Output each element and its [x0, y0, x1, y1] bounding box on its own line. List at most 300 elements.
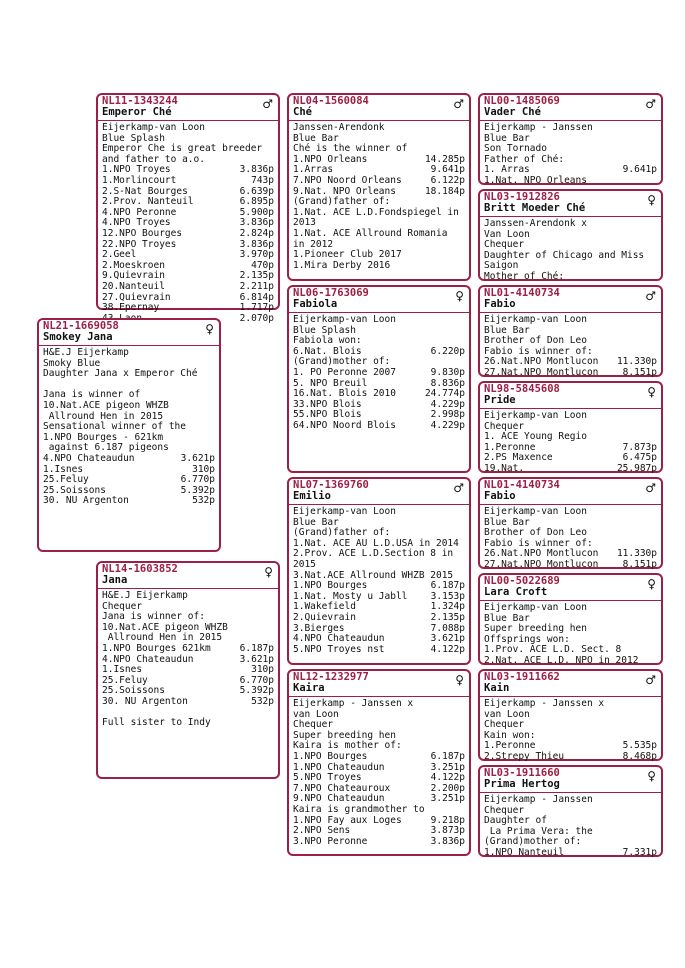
female-symbol-icon: ♀ — [264, 565, 273, 579]
result-race: 5.NPO Troyes nst — [293, 643, 385, 655]
result-race: 1. Arras — [484, 164, 530, 176]
pedigree-card — [478, 93, 663, 185]
result-line — [102, 229, 274, 240]
result-pigeons: 7.873p — [622, 441, 657, 453]
result-race: 20.Nanteuil — [102, 280, 165, 292]
result-pigeons: 532p — [192, 495, 215, 507]
result-pigeons: 8.468p — [622, 750, 657, 762]
result-race: 27.Nat.NPO Montlucon — [484, 558, 599, 570]
result-pigeons: 2.070p — [239, 312, 274, 324]
result-race: 2.S-Nat Bourges — [102, 185, 188, 197]
result-pigeons: 6.187p — [239, 642, 274, 654]
ring-number: NL12-1232977 — [293, 671, 369, 683]
male-symbol-icon: ♂ — [262, 97, 273, 111]
result-line — [293, 645, 465, 656]
male-symbol-icon: ♂ — [645, 97, 656, 111]
result-pigeons: 2.998p — [430, 409, 465, 421]
result-race: 26.Nat.NPO Montlucon — [484, 356, 599, 368]
detail-line: Janssen-Arendonk — [293, 122, 385, 133]
card-details — [289, 121, 469, 273]
pigeon-name: Prima Hertog — [484, 778, 560, 790]
card-header — [98, 563, 278, 589]
pigeon-name: Vader Ché — [484, 106, 541, 118]
ring-number: NL03-1911660 — [484, 767, 560, 779]
result-pigeons: 6.895p — [239, 196, 274, 208]
result-pigeons: 5.535p — [622, 740, 657, 752]
detail-line: Janssen-Arendonk x — [484, 218, 587, 229]
result-race: 25.Soissons — [43, 484, 106, 496]
result-race: 2.PS Maxence — [484, 452, 553, 464]
result-race: 38.Epernay — [102, 302, 160, 314]
pedigree-card — [478, 669, 663, 761]
detail-line: Allround Hen in 2015 — [102, 632, 223, 644]
detail-line: 1.Nat. NPO Orleans — [484, 174, 587, 186]
detail-line: Eijerkamp-van Loon — [102, 122, 205, 133]
detail-line: van Loon — [484, 708, 530, 720]
detail-line: (Grand)father of: — [293, 196, 391, 208]
detail-line: Emperor Che is great breeder — [102, 143, 263, 155]
result-race: 7.NPO Chateauroux — [293, 782, 391, 794]
ring-number: NL00-5022689 — [484, 575, 560, 587]
card-details — [289, 313, 469, 434]
detail-line: Sensational winner of the — [43, 421, 186, 433]
result-race: 1.NPO Chateaudun — [293, 761, 385, 773]
detail-line: Eijerkamp-van Loon — [484, 506, 587, 517]
result-pigeons: 4.122p — [430, 643, 465, 655]
result-race: 3.NPO Peronne — [293, 835, 368, 847]
result-pigeons: 9.218p — [430, 814, 465, 826]
detail-line: Kaira is grandmother to — [293, 803, 425, 815]
card-details — [98, 121, 278, 326]
detail-line: Blue Bar — [293, 132, 339, 144]
result-race: 1.NPO Nanteuil — [484, 846, 565, 858]
result-line — [43, 496, 215, 507]
result-pigeons: 4.122p — [430, 772, 465, 784]
pigeon-name: Fabio — [484, 490, 516, 502]
result-pigeons: 1.324p — [430, 601, 465, 613]
result-pigeons: 5.392p — [239, 685, 274, 697]
detail-line: 2.Nat. ACE L.D. NPO in 2012 — [484, 654, 639, 666]
result-pigeons: 6.639p — [239, 185, 274, 197]
detail-line: Blue Bar — [484, 132, 530, 144]
result-pigeons: 24.774p — [424, 388, 465, 400]
result-line — [102, 282, 274, 293]
card-header — [480, 191, 661, 217]
card-details — [480, 409, 661, 477]
result-race: 1.Isnes — [102, 664, 143, 676]
male-symbol-icon: ♂ — [645, 289, 656, 303]
card-header — [289, 95, 469, 121]
card-header — [480, 575, 661, 601]
result-pigeons: 6.814p — [239, 291, 274, 303]
result-pigeons: 7.331p — [622, 846, 657, 858]
detail-line: Ché is the winner of — [293, 143, 408, 155]
detail-line: Super breeding hen — [484, 623, 587, 635]
pedigree-card — [287, 669, 471, 856]
result-race: 1.Peronne — [484, 441, 536, 453]
result-line — [293, 176, 465, 187]
pedigree-card — [287, 477, 471, 665]
detail-line: van Loon — [293, 708, 339, 720]
detail-line: Fabio is winner of: — [484, 345, 593, 357]
result-race: 4.NPO Peronne — [102, 206, 177, 218]
result-race: 3.Bierges — [293, 622, 345, 634]
detail-line: Chequer — [484, 420, 525, 432]
pedigree-card — [478, 765, 663, 857]
result-pigeons: 6.475p — [622, 452, 657, 464]
result-pigeons: 310p — [251, 664, 274, 676]
detail-line: Blue Bar — [484, 516, 530, 528]
detail-line: Eijerkamp - Janssen x — [484, 698, 605, 709]
result-race: 4.NPO Chateaudun — [293, 633, 385, 645]
result-race: 1.Arras — [293, 164, 334, 176]
detail-line: 3.Nat.ACE Allround WHZB 2015 — [293, 569, 454, 581]
card-header — [480, 767, 661, 793]
result-line — [293, 613, 465, 624]
ring-number: NL04-1560084 — [293, 95, 369, 107]
pigeon-name: Lara Croft — [484, 586, 548, 598]
result-race: 1.NPO Bourges 621km — [102, 642, 211, 654]
result-race: 7.NPO Noord Orleans — [293, 174, 402, 186]
result-line — [293, 368, 465, 379]
detail-line: (Grand)father of: — [293, 527, 391, 539]
female-symbol-icon: ♀ — [647, 769, 656, 783]
result-race: 55.NPO Blois — [293, 409, 362, 421]
detail-line: Eijerkamp - Janssen — [484, 794, 593, 805]
result-line — [293, 837, 465, 848]
result-line — [293, 752, 465, 763]
result-pigeons: 2.135p — [239, 270, 274, 282]
result-pigeons: 25.987p — [616, 462, 657, 474]
detail-line: Eijerkamp-van Loon — [484, 314, 587, 325]
female-symbol-icon: ♀ — [647, 193, 656, 207]
result-race: 16.Nat. Blois 2010 — [293, 388, 396, 400]
result-pigeons: 3.621p — [239, 653, 274, 665]
result-pigeons: 3.621p — [180, 452, 215, 464]
result-pigeons: 11.330p — [616, 548, 657, 560]
result-pigeons: 532p — [251, 695, 274, 707]
male-symbol-icon: ♂ — [453, 97, 464, 111]
detail-line: Blue Bar — [484, 324, 530, 336]
pigeon-name: Fabio — [484, 298, 516, 310]
ring-number: NL03-1911662 — [484, 671, 560, 683]
detail-line: Fabiola won: — [293, 335, 362, 347]
detail-line: 2015 — [293, 558, 316, 570]
card-header — [289, 671, 469, 697]
card-header — [39, 320, 219, 346]
pedigree-card — [96, 93, 280, 324]
detail-line: Chequer — [484, 239, 525, 251]
result-pigeons: 3.836p — [239, 238, 274, 250]
result-race: 9.NPO Chateaudun — [293, 793, 385, 805]
detail-line: Saigon — [484, 260, 519, 272]
result-pigeons: 9.641p — [430, 164, 465, 176]
result-pigeons: 8.151p — [622, 366, 657, 378]
detail-line: Eijerkamp-van Loon — [484, 602, 587, 613]
result-race: 9.Quievrain — [102, 270, 165, 282]
result-pigeons: 3.873p — [430, 825, 465, 837]
result-pigeons: 3.251p — [430, 761, 465, 773]
detail-line: and father to a.o. — [102, 153, 205, 165]
detail-line: Eijerkamp - Janssen — [484, 122, 593, 133]
detail-line: Daughter of — [484, 815, 547, 827]
result-race: 5. NPO Breuil — [293, 377, 368, 389]
result-race: 1.NPO Bourges — [293, 750, 368, 762]
female-symbol-icon: ♀ — [647, 385, 656, 399]
pedigree-card — [37, 318, 221, 552]
detail-line: Jana is winner of — [43, 389, 141, 401]
result-pigeons: 9.641p — [622, 164, 657, 176]
pigeon-name: Ché — [293, 106, 312, 118]
result-pigeons: 6.122p — [430, 174, 465, 186]
card-details — [480, 121, 661, 189]
detail-line: Chequer — [293, 719, 334, 731]
result-pigeons: 310p — [192, 463, 215, 475]
result-pigeons: 3.836p — [239, 164, 274, 176]
detail-line: Eijerkamp - Janssen x — [293, 698, 414, 709]
detail-line: 1.Prov. ACE L.D. Sect. 8 — [484, 644, 622, 656]
detail-line: Brother of Don Leo — [484, 335, 587, 347]
result-line — [484, 752, 657, 763]
result-race: 4.NPO Chateaudun — [102, 653, 194, 665]
result-race: 1.Wakefield — [293, 601, 356, 613]
result-pigeons: 14.285p — [424, 153, 465, 165]
result-pigeons: 6.220p — [430, 345, 465, 357]
result-pigeons: 6.187p — [430, 580, 465, 592]
male-symbol-icon: ♂ — [645, 673, 656, 687]
result-pigeons: 4.229p — [430, 398, 465, 410]
card-details — [39, 346, 219, 509]
result-pigeons: 9.830p — [430, 366, 465, 378]
pigeon-name: Jana — [102, 574, 128, 586]
result-pigeons: 3.970p — [239, 249, 274, 261]
result-race: 4.NPO Troyes — [102, 217, 171, 229]
pigeon-name: Pride — [484, 394, 516, 406]
result-race: 1.Isnes — [43, 463, 84, 475]
pigeon-name: Kain — [484, 682, 510, 694]
result-race: 22.NPO Troyes — [102, 238, 177, 250]
detail-line: 1. ACE Young Regio — [484, 431, 587, 443]
result-race: 19.Nat. — [484, 462, 525, 474]
detail-line: Chequer — [484, 804, 525, 816]
result-pigeons: 743p — [251, 174, 274, 186]
result-race: 2.Geel — [102, 249, 137, 261]
ring-number: NL21-1669058 — [43, 320, 119, 332]
pedigree-card — [478, 381, 663, 473]
detail-line: against 6.187 pigeons — [43, 442, 169, 454]
detail-line: H&E.J Eijerkamp — [43, 347, 129, 358]
detail-line: Van Loon — [484, 228, 530, 240]
result-race: 4.NPO Chateaudun — [43, 452, 135, 464]
result-pigeons: 2.824p — [239, 227, 274, 239]
ring-number: NL01-4140734 — [484, 479, 560, 491]
result-pigeons: 8.151p — [622, 558, 657, 570]
card-header — [480, 383, 661, 409]
result-race: 25.Soissons — [102, 685, 165, 697]
card-details — [480, 697, 661, 765]
result-pigeons: 6.770p — [180, 474, 215, 486]
detail-line: Mother of Ché: — [484, 270, 565, 282]
result-race: 2.Strepy Thieu — [484, 750, 565, 762]
result-pigeons: 5.900p — [239, 206, 274, 218]
female-symbol-icon: ♀ — [455, 673, 464, 687]
detail-line: Father of Ché: — [484, 153, 565, 165]
ring-number: NL14-1603852 — [102, 563, 178, 575]
detail-line: 1.Nat. ACE Allround Romania — [293, 227, 448, 239]
pigeon-name: Emilio — [293, 490, 331, 502]
result-pigeons: 6.187p — [430, 750, 465, 762]
result-race: 1.NPO Fay aux Loges — [293, 814, 402, 826]
result-pigeons: 2.211p — [239, 280, 274, 292]
result-race: 27.Nat.NPO Montlucon — [484, 366, 599, 378]
detail-line: Daughter of Chicago and Miss — [484, 249, 645, 261]
detail-line: 10.Nat.ACE pigeon WHZB — [43, 399, 169, 411]
result-line — [293, 421, 465, 432]
result-race: 1.Peronne — [484, 740, 536, 752]
result-race: 1.NPO Troyes — [102, 164, 171, 176]
result-race: 30. NU Argenton — [43, 495, 129, 507]
detail-line: 1.Pioneer Club 2017 — [293, 249, 402, 261]
result-race: 25.Feluy — [43, 474, 89, 486]
detail-line: Kaira is mother of: — [293, 740, 402, 752]
card-details — [480, 217, 661, 285]
detail-line: Blue Splash — [102, 132, 165, 144]
result-race: 1.Nat. Mosty u Jabll — [293, 590, 408, 602]
detail-line: Jana is winner of: — [102, 611, 205, 623]
detail-line: Fabio is winner of: — [484, 537, 593, 549]
result-pigeons: 8.836p — [430, 377, 465, 389]
result-pigeons: 5.392p — [180, 484, 215, 496]
detail-line: La Prima Vera: the — [484, 825, 593, 837]
pedigree-card — [478, 285, 663, 377]
result-race: 6.Nat. Blois — [293, 345, 362, 357]
result-line — [43, 454, 215, 465]
detail-line: Chequer — [102, 600, 143, 612]
pedigree-card — [478, 189, 663, 281]
result-line — [484, 848, 657, 859]
result-pigeons: 2.200p — [430, 782, 465, 794]
result-race: 2.NPO Sens — [293, 825, 351, 837]
card-header — [480, 287, 661, 313]
detail-line: Chequer — [484, 719, 525, 731]
detail-line: Super breeding hen — [293, 729, 396, 741]
card-header — [480, 479, 661, 505]
detail-line: Son Tornado — [484, 143, 547, 155]
result-pigeons: 3.153p — [430, 590, 465, 602]
card-header — [480, 95, 661, 121]
card-details — [289, 697, 469, 849]
detail-line: 1.Mira Derby 2016 — [293, 259, 391, 271]
detail-line: 10.Nat.ACE pigeon WHZB — [102, 621, 228, 633]
pigeon-name: Fabiola — [293, 298, 338, 310]
detail-line: Blue Bar — [293, 516, 339, 528]
card-header — [289, 479, 469, 505]
result-race: 33.NPO Blois — [293, 398, 362, 410]
result-pigeons: 1.717p — [239, 302, 274, 314]
female-symbol-icon: ♀ — [647, 577, 656, 591]
detail-line: Brother of Don Leo — [484, 527, 587, 539]
pigeon-name: Britt Moeder Ché — [484, 202, 586, 214]
ring-number: NL98-5845608 — [484, 383, 560, 395]
result-line — [484, 464, 657, 475]
detail-line: 1.Nat. ACE AU L.D.USA in 2014 — [293, 537, 459, 549]
result-race: 2.Moeskroen — [102, 259, 165, 271]
detail-line: Allround Hen in 2015 — [43, 410, 164, 422]
female-symbol-icon: ♀ — [205, 322, 214, 336]
result-pigeons: 4.229p — [430, 419, 465, 431]
pedigree-card — [478, 477, 663, 569]
ring-number: NL00-1485069 — [484, 95, 560, 107]
detail-line: 2013 — [293, 217, 316, 229]
result-line — [102, 697, 274, 708]
result-race: 64.NPO Noord Blois — [293, 419, 396, 431]
card-details — [480, 793, 661, 861]
result-pigeons: 470p — [251, 259, 274, 271]
result-race: 27.Quievrain — [102, 291, 171, 303]
detail-line: 1.NPO Bourges - 621km — [43, 431, 164, 443]
result-pigeons: 11.330p — [616, 356, 657, 368]
result-pigeons: 3.836p — [430, 835, 465, 847]
result-line — [484, 560, 657, 571]
detail-line: Blue Splash — [293, 324, 356, 336]
detail-line: Full sister to Indy — [102, 717, 211, 729]
pedigree-card — [96, 561, 280, 779]
detail-line: Kain won: — [484, 729, 536, 741]
detail-line: (Grand)mother of: — [293, 356, 391, 368]
card-header — [289, 287, 469, 313]
male-symbol-icon: ♂ — [645, 481, 656, 495]
detail-line: (Grand)mother of: — [484, 836, 582, 848]
detail-line: in 2012 — [293, 238, 334, 250]
ring-number: NL03-1912826 — [484, 191, 560, 203]
pigeon-name: Smokey Jana — [43, 331, 113, 343]
card-header — [480, 671, 661, 697]
result-pigeons: 6.770p — [239, 674, 274, 686]
result-pigeons: 18.184p — [424, 185, 465, 197]
detail-line: Eijerkamp-van Loon — [293, 314, 396, 325]
detail-line: 1.Nat. ACE L.D.Fondspiegel in — [293, 206, 459, 218]
result-race: 26.Nat.NPO Montlucon — [484, 548, 599, 560]
card-details — [98, 589, 278, 731]
result-race: 1.NPO Orleans — [293, 153, 368, 165]
card-details — [289, 505, 469, 657]
result-race: 9.Nat. NPO Orleans — [293, 185, 396, 197]
pedigree-card — [287, 93, 471, 281]
result-line — [102, 644, 274, 655]
result-pigeons: 3.251p — [430, 793, 465, 805]
result-line — [484, 368, 657, 379]
detail-line: Eijerkamp-van Loon — [484, 410, 587, 421]
pigeon-name: Kaira — [293, 682, 325, 694]
card-details — [480, 505, 661, 573]
pedigree-card — [287, 285, 471, 473]
male-symbol-icon: ♂ — [453, 481, 464, 495]
detail-line: Daughter Jana x Emperor Ché — [43, 368, 198, 380]
ring-number: NL11-1343244 — [102, 95, 178, 107]
detail-line: Smoky Blue — [43, 357, 101, 369]
result-race: 25.Feluy — [102, 674, 148, 686]
detail-line: Blue Bar — [484, 612, 530, 624]
result-race: 5.NPO Troyes — [293, 772, 362, 784]
ring-number: NL01-4140734 — [484, 287, 560, 299]
card-details — [480, 313, 661, 381]
result-race: 1.NPO Bourges — [293, 580, 368, 592]
ring-number: NL07-1369760 — [293, 479, 369, 491]
detail-line: Offsprings won: — [484, 633, 570, 645]
pigeon-name: Emperor Ché — [102, 106, 172, 118]
result-race: 30. NU Argenton — [102, 695, 188, 707]
result-race: 12.NPO Bourges — [102, 227, 183, 239]
